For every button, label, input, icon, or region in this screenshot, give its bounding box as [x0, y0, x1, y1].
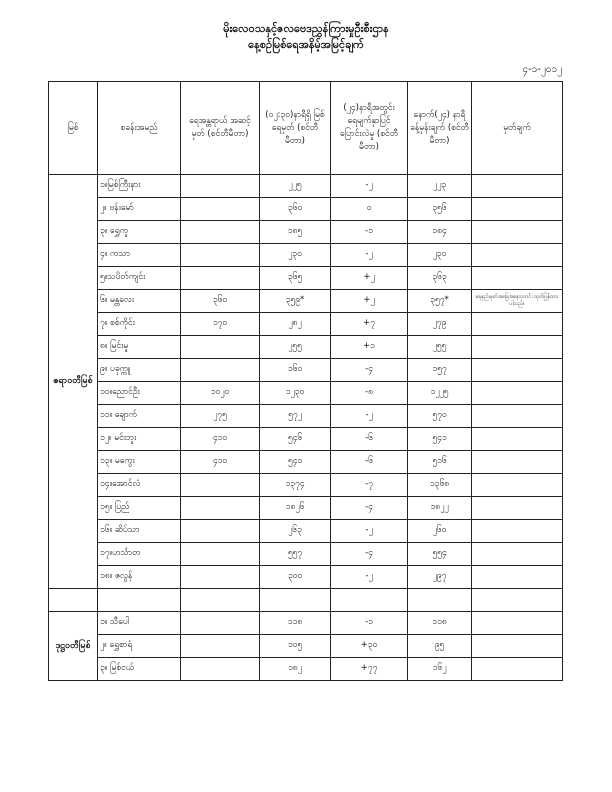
table-row	[49, 612, 563, 635]
change-cell: +၂	[331, 267, 408, 290]
change-cell: -၆	[331, 451, 408, 474]
water-level-cell: ၅၅၇	[260, 543, 331, 566]
change-cell: -၂	[331, 244, 408, 267]
separator-cell	[98, 589, 181, 612]
danger-level-cell: ၁၀၂၀	[181, 382, 260, 405]
river-name-cell: ဧရာဝတီမြစ်	[49, 175, 98, 589]
table-row	[49, 635, 563, 658]
table-row	[49, 313, 563, 336]
table-row	[49, 359, 563, 382]
danger-level-cell	[181, 359, 260, 382]
change-cell: +၃၀	[331, 635, 408, 658]
change-cell: -၄	[331, 497, 408, 520]
remark-cell	[472, 405, 563, 428]
report-date: ၄-၁-၂၀၁၂	[522, 64, 562, 75]
table-row	[49, 405, 563, 428]
remark-cell	[472, 221, 563, 244]
table-row	[49, 290, 563, 313]
change-cell: +၇၇	[331, 658, 408, 681]
table-row	[49, 221, 563, 244]
water-level-cell: ၁၃၇၄	[260, 474, 331, 497]
danger-level-cell	[181, 175, 260, 198]
remark-cell	[472, 244, 563, 267]
col-header-danger-level: ရေအန္တရာယ် အဆင့်မှတ် (စင်တီမီတာ)	[181, 82, 260, 175]
water-level-cell: ၂၃၀	[260, 244, 331, 267]
station-cell: ၈။ မြင်းမူ	[98, 336, 181, 359]
remark-cell	[472, 428, 563, 451]
forecast-cell: ၅၅၄	[408, 543, 472, 566]
change-cell: +၁	[331, 336, 408, 359]
separator-cell	[472, 589, 563, 612]
water-level-cell: ၁၆၀	[260, 359, 331, 382]
station-cell: ၉။ ပခုက္ကူ	[98, 359, 181, 382]
water-level-cell: ၅၄၆	[260, 428, 331, 451]
water-level-cell: ၁၈၂၆	[260, 497, 331, 520]
station-cell: ၃။ ရွှေကူ	[98, 221, 181, 244]
change-cell: -၄	[331, 543, 408, 566]
table-row	[49, 382, 563, 405]
table-row	[49, 497, 563, 520]
forecast-cell: ၃၆၃	[408, 267, 472, 290]
station-cell: ၁၇။ဟင်္သာတ	[98, 543, 181, 566]
station-cell: ၁၄။အောင်လံ	[98, 474, 181, 497]
danger-level-cell	[181, 267, 260, 290]
water-level-cell: ၃၆၀	[260, 198, 331, 221]
table-row	[49, 428, 563, 451]
danger-level-cell: ၄၁၀	[181, 451, 260, 474]
table-row	[49, 543, 563, 566]
water-level-cell: ၃၅၉*	[260, 290, 331, 313]
change-cell: +၂	[331, 290, 408, 313]
station-cell: ၄။ ကသာ	[98, 244, 181, 267]
table-row	[49, 658, 563, 681]
col-header-remarks: မှတ်ချက်	[472, 82, 563, 175]
station-cell: ၁၆။ ဆိပ်သာ	[98, 520, 181, 543]
col-header-forecast: နောက်(၂၄) နာရီ ခန့်မှန်းချက် (စင်တီမီတာ)	[408, 82, 472, 175]
station-cell: ၆။ မန္တလေး	[98, 290, 181, 313]
table-header-row	[49, 82, 563, 175]
change-cell: +၇	[331, 313, 408, 336]
forecast-cell: ၂၃၀	[408, 244, 472, 267]
table-row	[49, 267, 563, 290]
col-header-change: (၂၄)နာရီအတွင်း ရေမျက်နှာပြင် ပြောင်းလဲမှု (စင်တီမီတာ)	[331, 82, 408, 175]
change-cell: -၂	[331, 566, 408, 589]
water-level-cell: ၃၆၅	[260, 267, 331, 290]
table-row	[49, 520, 563, 543]
station-cell: ၁။ သီပေါ	[98, 612, 181, 635]
danger-level-cell: ၃၆၀	[181, 290, 260, 313]
forecast-cell: ၁၈၄	[408, 221, 472, 244]
remark-cell	[472, 635, 563, 658]
remark-cell	[472, 658, 563, 681]
separator-cell	[331, 589, 408, 612]
change-cell: -၂	[331, 520, 408, 543]
water-level-cell: ၃၀၀	[260, 566, 331, 589]
forecast-cell: ၅၄၁	[408, 428, 472, 451]
station-cell: ၂။ ရွှေစာရံ	[98, 635, 181, 658]
danger-level-cell	[181, 244, 260, 267]
station-cell: ၁၅။ ပြည်	[98, 497, 181, 520]
forecast-cell: ၁၂၂၅	[408, 382, 472, 405]
forecast-cell: ၁၈၂၂	[408, 497, 472, 520]
forecast-cell: ၃၅၇*	[408, 290, 472, 313]
water-level-cell: ၁၀၅	[260, 635, 331, 658]
remark-cell	[472, 359, 563, 382]
change-cell: -၁	[331, 221, 408, 244]
danger-level-cell	[181, 612, 260, 635]
station-cell: ၁၃။ မကွေး	[98, 451, 181, 474]
separator-cell	[260, 589, 331, 612]
water-level-cell: ၁၈၂	[260, 658, 331, 681]
remark-cell	[472, 382, 563, 405]
forecast-cell: ၁၃၆၈	[408, 474, 472, 497]
danger-level-cell: ၂၇၅	[181, 405, 260, 428]
water-level-cell: ၅၄၁	[260, 451, 331, 474]
forecast-cell: ၅၇၀	[408, 405, 472, 428]
col-header-station: စခန်းအမည်	[98, 82, 181, 175]
water-level-cell: ၂၅၅	[260, 336, 331, 359]
table-row	[49, 336, 563, 359]
change-cell: -၂	[331, 175, 408, 198]
danger-level-cell: ၁၇၀	[181, 313, 260, 336]
forecast-cell: ၂၅၅	[408, 336, 472, 359]
separator-cell	[181, 589, 260, 612]
water-level-cell: ၅၇၂	[260, 405, 331, 428]
remark-cell	[472, 543, 563, 566]
water-level-cell: ၂၂၅	[260, 175, 331, 198]
remark-cell	[472, 336, 563, 359]
water-level-cell: ၁၈၅	[260, 221, 331, 244]
water-level-cell: ၁၁၈	[260, 612, 331, 635]
group-separator	[49, 589, 563, 612]
page-subtitle: နေ့စဉ်မြစ်ရေအနိမ့်အမြင့်ချက်	[248, 38, 364, 51]
table-row	[49, 198, 563, 221]
change-cell: -၄	[331, 359, 408, 382]
forecast-cell: ၂၉၇	[408, 566, 472, 589]
remark-cell	[472, 451, 563, 474]
station-cell: ၁၈။ ဇလွန်	[98, 566, 181, 589]
forecast-cell: ၂၂၃	[408, 175, 472, 198]
danger-level-cell	[181, 520, 260, 543]
forecast-cell: ၁၅၇	[408, 359, 472, 382]
station-cell: ၁။မြစ်ကြီးနား	[98, 175, 181, 198]
danger-level-cell	[181, 474, 260, 497]
remark-cell	[472, 612, 563, 635]
change-cell: -၈	[331, 382, 408, 405]
forecast-cell: ၂၆၀	[408, 520, 472, 543]
remark-cell	[472, 175, 563, 198]
danger-level-cell	[181, 198, 260, 221]
forecast-cell: ၂၇၉	[408, 313, 472, 336]
water-level-cell: ၂၈၂	[260, 313, 331, 336]
danger-level-cell: ၄၁၀	[181, 428, 260, 451]
river-name-cell: ဒုဋ္ဌဝတီမြစ်	[49, 612, 98, 681]
remark-cell	[472, 313, 563, 336]
remark-cell	[472, 497, 563, 520]
forecast-cell: ၁၆၂	[408, 658, 472, 681]
remark-cell: ရေနည်းမှတ်အခြေအနေသတင်း ထုတ်ပြန်ထားပါသည်။	[472, 290, 563, 313]
station-cell: ၃။ မြစ်ငယ်	[98, 658, 181, 681]
station-cell: ၁၂။ မင်းဘူး	[98, 428, 181, 451]
table-body	[49, 175, 563, 681]
remark-cell	[472, 198, 563, 221]
table-row	[49, 244, 563, 267]
danger-level-cell	[181, 635, 260, 658]
change-cell: -၁	[331, 612, 408, 635]
station-cell: ၁၁။ ချောက်	[98, 405, 181, 428]
change-cell: ၀	[331, 198, 408, 221]
table-row	[49, 474, 563, 497]
danger-level-cell	[181, 221, 260, 244]
station-cell: ၂။ ဗန်းမော်	[98, 198, 181, 221]
station-cell: ၁၀။ညောင်ဦး	[98, 382, 181, 405]
col-header-water-level: (၀၂:၃၀)နာရီရှိ မြစ်ရေမှတ် (စင်တီမီတာ)	[260, 82, 331, 175]
water-level-cell: ၂၆၃	[260, 520, 331, 543]
separator-cell	[49, 589, 98, 612]
change-cell: -၂	[331, 405, 408, 428]
forecast-cell: ၃၅၆	[408, 198, 472, 221]
change-cell: -၆	[331, 428, 408, 451]
station-cell: ၅။သပိတ်ကျင်း	[98, 267, 181, 290]
remark-cell	[472, 267, 563, 290]
danger-level-cell	[181, 658, 260, 681]
change-cell: -၇	[331, 474, 408, 497]
forecast-cell: ၉၅	[408, 635, 472, 658]
station-cell: ၇။ စစ်ကိုင်း	[98, 313, 181, 336]
remark-cell	[472, 566, 563, 589]
forecast-cell: ၅၁၆	[408, 451, 472, 474]
water-level-cell: ၁၂၃၀	[260, 382, 331, 405]
table-row	[49, 451, 563, 474]
remark-cell	[472, 474, 563, 497]
separator-cell	[408, 589, 472, 612]
danger-level-cell	[181, 543, 260, 566]
page-title: မိုးလေဝသနှင့်ဇလဗေဒညွှန်ကြားမှုဦးစီးဌာန	[223, 22, 389, 35]
river-level-table	[48, 81, 563, 681]
forecast-cell: ၁၁၈	[408, 612, 472, 635]
danger-level-cell	[181, 497, 260, 520]
danger-level-cell	[181, 566, 260, 589]
table-row	[49, 566, 563, 589]
col-header-river: မြစ်	[49, 82, 98, 175]
remark-cell	[472, 520, 563, 543]
table-row	[49, 175, 563, 198]
danger-level-cell	[181, 336, 260, 359]
